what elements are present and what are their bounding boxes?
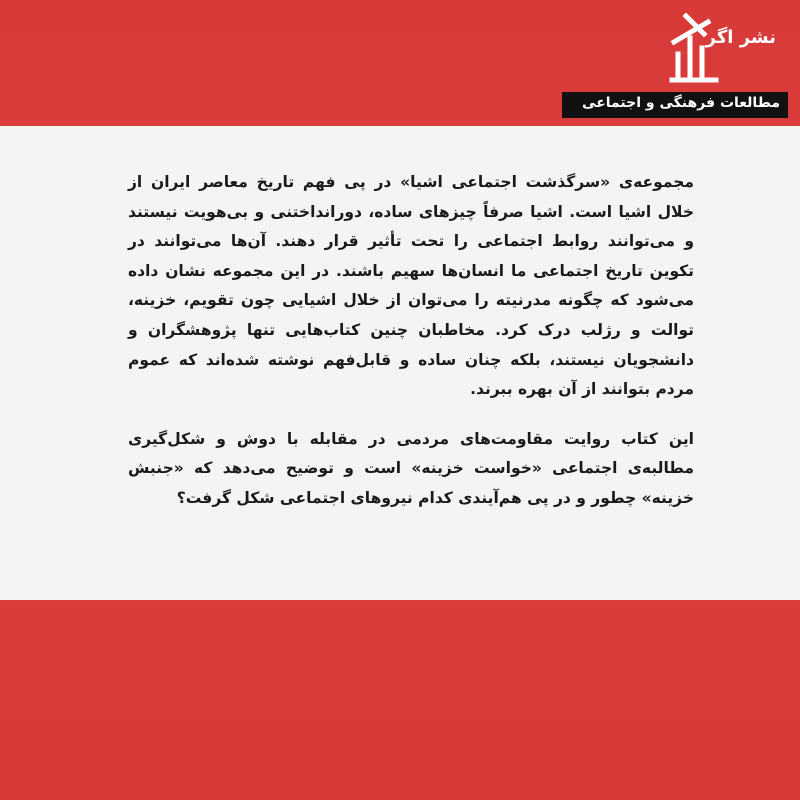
blurb-paragraph-1: مجموعه‌ی «سرگذشت اجتماعی اشیا» در پی فهم تاریخ معاصر ایران از خلال اشیا است. اشیا صرفاً چیزهای ساده، دورانداختنی و بی‌هویت نیستند و می‌توانند روابط اجتماعی را تحت تأثیر قرار دهند. آن‌ها می‌توانند در تکوین تاریخ اجتماعی ما انسان‌ها سهیم باشند. در این مجموعه نشان داده می‌شود که چگونه مدرنیته را می‌توان از خلال اشیایی چون تقویم، خزینه، توالت و رژلب درک کرد. مخاطبان چنین کتاب‌هایی تنها پژوهشگران و دانشجویان نیستند، بلکه چنان ساده و قابل‌فهم نوشته شده‌اند که عموم مردم بتوانند از آن بهره ببرند. (128, 173, 694, 399)
publisher-logo (664, 8, 784, 88)
blurb-paragraph-2: این کتاب روایت مقاومت‌های مردمی در مقابله با دوش و شکل‌گیری مطالبه‌ی اجتماعی «خواست خزینه» است و توضیح می‌دهد که «جنبش خزینه» چطور و در پی هم‌آیندی کدام نیروهای اجتماعی شکل گرفت؟ (128, 429, 694, 507)
series-banner (562, 92, 788, 118)
publisher-logo-icon (664, 8, 724, 88)
back-cover-blurb (128, 168, 694, 514)
publisher-name: نشر اگر (705, 27, 776, 48)
series-label: مطالعات فرهنگی و اجتماعی (582, 95, 780, 111)
